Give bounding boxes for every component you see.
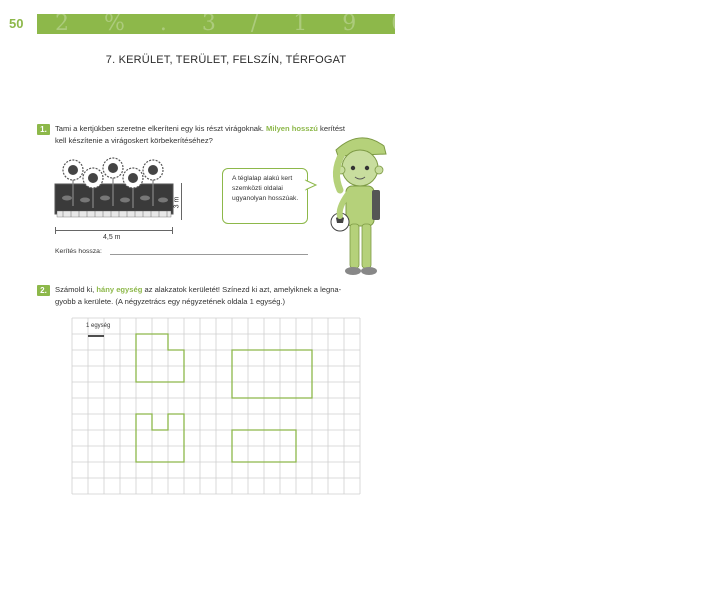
page-number: 50 — [9, 16, 24, 31]
task-1-line1a: Tami a kertjükben szeretne elkeríteni egy kis részt virágoknak. — [55, 124, 267, 133]
task-1-line2: kell készítenie a virágoskert körbekerítéséhez? — [55, 136, 213, 145]
task-2-highlight: hány egység — [96, 285, 143, 294]
shape-l-pentagon — [136, 334, 184, 382]
header-decoration: 2 % . 3 / 1 9 6 1 5 8 0 1 7 — [55, 11, 713, 36]
width-dimension-line — [55, 230, 173, 231]
width-dimension-tick-right — [172, 227, 173, 234]
speech-bubble-tail — [304, 178, 318, 192]
fence-length-label: Kerítés hossza: — [55, 248, 102, 255]
chapter-title: 7. KERÜLET, TERÜLET, FELSZÍN, TÉRFOGAT — [105, 54, 347, 66]
task-2-line2: gyobb a kerülete. (A négyzetrács egy négyzetének oldala 1 egység.) — [55, 297, 286, 306]
task-2-text — [55, 284, 400, 308]
unit-label: 1 egység — [86, 323, 111, 329]
shape-u-shape — [136, 414, 184, 462]
task-1-number: 1. — [37, 124, 50, 135]
shape-large-rectangle — [232, 350, 312, 398]
task-1-line1b: kerítést — [317, 124, 345, 133]
boy-character-illustration — [326, 132, 394, 282]
square-grid — [72, 318, 360, 506]
width-label: 4,5 m — [103, 234, 121, 241]
height-label: 3 m — [173, 196, 181, 209]
speech-bubble — [222, 168, 308, 224]
task-1-highlight: Milyen hosszú — [266, 124, 318, 133]
task-2-line1a: Számold ki, — [55, 285, 97, 294]
flower-garden-illustration — [55, 156, 187, 220]
task-2-line1b: az alakzatok kerületét! Színezd ki azt, amelyiknek a legna- — [142, 285, 342, 294]
task-2-number: 2. — [37, 285, 50, 296]
speech-bubble-text: A téglalap alakú kert szemközti oldalai ugyanolyan hosszúak. — [232, 175, 299, 202]
header-strip — [37, 11, 713, 36]
fence-length-answer-line[interactable] — [110, 254, 308, 255]
width-dimension-tick-left — [55, 227, 56, 234]
height-dimension-line — [181, 183, 182, 220]
